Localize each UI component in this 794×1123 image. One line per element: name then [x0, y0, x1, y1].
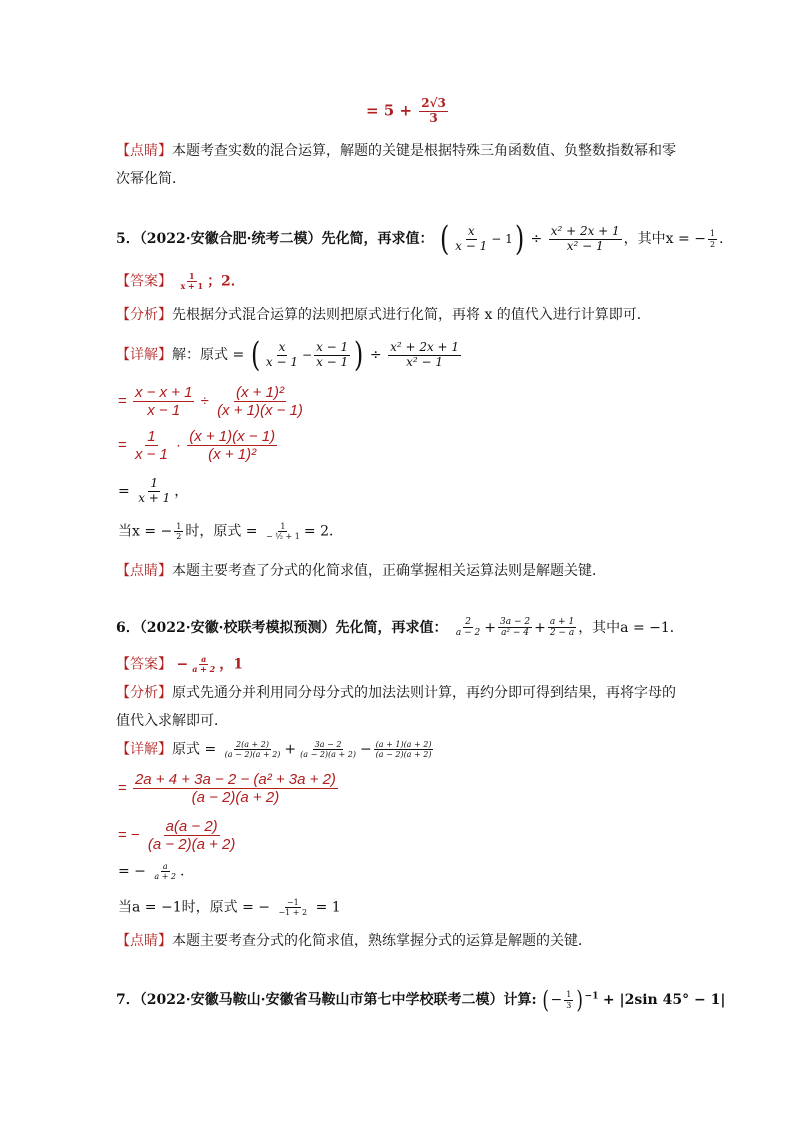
prev-comment-text1: 本题考查实数的混合运算，解题的关键是根据特殊三角函数值、负整数指数幂和零: [172, 143, 676, 159]
q5-comment: [116, 563, 606, 580]
prev-frac-den: 3: [429, 110, 438, 125]
q6-step1: = $\frac{\text{2a + 4 + 3a − 2 − (a² + 3a + 2)}}{(a - 2)(a + 2)}$: [118, 771, 336, 807]
q5-analysis: [116, 307, 651, 324]
q5-step3: = $\frac{1}{x + 1}$ ，: [118, 476, 189, 505]
q6-comment: [116, 933, 592, 950]
q5-answer: [116, 272, 245, 291]
q5-analysis-tag: 【分析】: [116, 307, 172, 323]
q5-detail-line: 【详解】解：原式 = ( $\frac{x}{x - 1}$ − $\frac{x - 1}{x - 1}$ ) ÷ $\frac{\text{x² + 2x + 1}}{\text{x² − 1}}$: [116, 335, 460, 375]
q6-detail-line: 【详解】原式 = $\frac{2(a + 2)}{(a - 2)(a + 2)}$ + $\frac{3a - 2}{(a - 2)(a + 2)}$ − $\frac{(a + 1)(a + 2)}{(a - 2)(a + 2)}$: [116, 740, 432, 760]
q5-analysis-text: 先根据分式混合运算的法则把原式进行化简，再将 x 的值代入进行计算即可．: [172, 307, 651, 323]
q5-comment-tag: 【点睛】: [116, 563, 172, 579]
q6-answer-tag: 【答案】: [116, 656, 172, 673]
q5-step1: = $\frac{x - x + 1}{x - 1}$ ÷ $\frac{\text{(x + 1)²}}{(x + 1)(x - 1)}$: [118, 384, 303, 420]
prev-equation: [366, 97, 450, 126]
q6-analysis-line1: 【分析】原式先通分并利用同分母分式的加法法则计算，再约分即可得到结果，再将字母的: [116, 685, 676, 701]
prev-comment-line1: [116, 143, 676, 160]
q5-step2: = $\frac{1}{x - 1}$ · $\frac{(x + 1)(x - 1)}{\text{(x + 1)²}}$: [118, 428, 276, 464]
prev-frac-num: 2√3: [421, 96, 446, 110]
q5-comment-text: 本题主要考查了分式的化简求值，正确掌握相关运算法则是解题关键．: [172, 563, 606, 579]
q6-analysis-tag: 【分析】: [116, 685, 172, 701]
q6-when: 当a = −1时，原式 = − $\frac{-1}{-1 + 2}$ = 1: [118, 898, 341, 918]
q5-cond-frac: $\frac{1}{2}$: [709, 229, 716, 249]
q6-analysis-line2: 值代入求解即可．: [116, 713, 228, 729]
q6-comment-text: 本题主要考查分式的化简求值，熟练掌握分式的运算是解题的关键．: [172, 933, 592, 949]
q7-title: 7．（2022·安徽马鞍山·安徽省马鞍山市第七中学校联考二模）计算:: [116, 992, 537, 1008]
prev-fraction: [419, 97, 448, 126]
q5-when: 当x = − $\frac{1}{2}$ 时，原式 = $\frac{1}{\text{− ½ + 1}}$ = 2．: [118, 522, 343, 542]
q6-answer: 【答案】 − $\frac{a}{a + 2}$ ，1: [116, 654, 243, 675]
prev-comment-tag: 【点睛】: [116, 143, 172, 159]
q6-comment-tag: 【点睛】: [116, 933, 172, 949]
q6-condition: ，其中a = −1．: [578, 619, 684, 636]
q6-step2: = − $\frac{a(a - 2)}{(a - 2)(a + 2)}$: [118, 818, 236, 854]
prev-eq-prefix: = 5 +: [366, 101, 413, 120]
q6-detail-tag: 【详解】: [116, 741, 172, 758]
q5-answer-frac: $\frac{1}{x + 1}$: [180, 271, 204, 292]
q5-title: 5．（2022·安徽合肥·统考二模）先化简，再求值：: [116, 231, 434, 247]
q5-answer-tag: 【答案】: [116, 273, 172, 290]
q5-detail-tag: 【详解】: [116, 347, 172, 363]
q6-step3: = − $\frac{a}{a + 2}$ .: [118, 862, 185, 882]
q5-expr-frac2: $\frac{\text{x² + 2x + 1}}{\text{x² − 1}}$: [550, 223, 620, 253]
q5-expr-frac1: $\frac{x}{x - 1}$: [455, 223, 488, 253]
q5-answer-rest: ；2．: [207, 273, 245, 290]
q7-title-line: 7．（2022·安徽马鞍山·安徽省马鞍山市第七中学校联考二模）计算: (− $\frac{1}{3}$ )$^{-1}$ + |2sin 45° − 1|: [116, 986, 726, 1014]
q5-title-line: 5．（2022·安徽合肥·统考二模）先化简，再求值： ( $\frac{x}{x - 1}$ − 1) ÷ $\frac{\text{x² + 2x + 1}}{\text{x² − 1}}$ ，其中x = − $\frac{1}{2}$ .: [116, 219, 724, 259]
q6-title-line: 6．（2022·安徽·校联考模拟预测）先化简，再求值： $\frac{2}{a - 2}$ + $\frac{3a - 2}{\text{a² − 4}}$ + $\frac{a + 1}{2 - a}$ ，其中a = −1．: [116, 617, 684, 639]
q6-title: 6．（2022·安徽·校联考模拟预测）先化简，再求值：: [116, 619, 448, 636]
prev-comment-line2: 次幂化简．: [116, 171, 186, 187]
q5-condition: ，其中x = −: [623, 231, 706, 247]
